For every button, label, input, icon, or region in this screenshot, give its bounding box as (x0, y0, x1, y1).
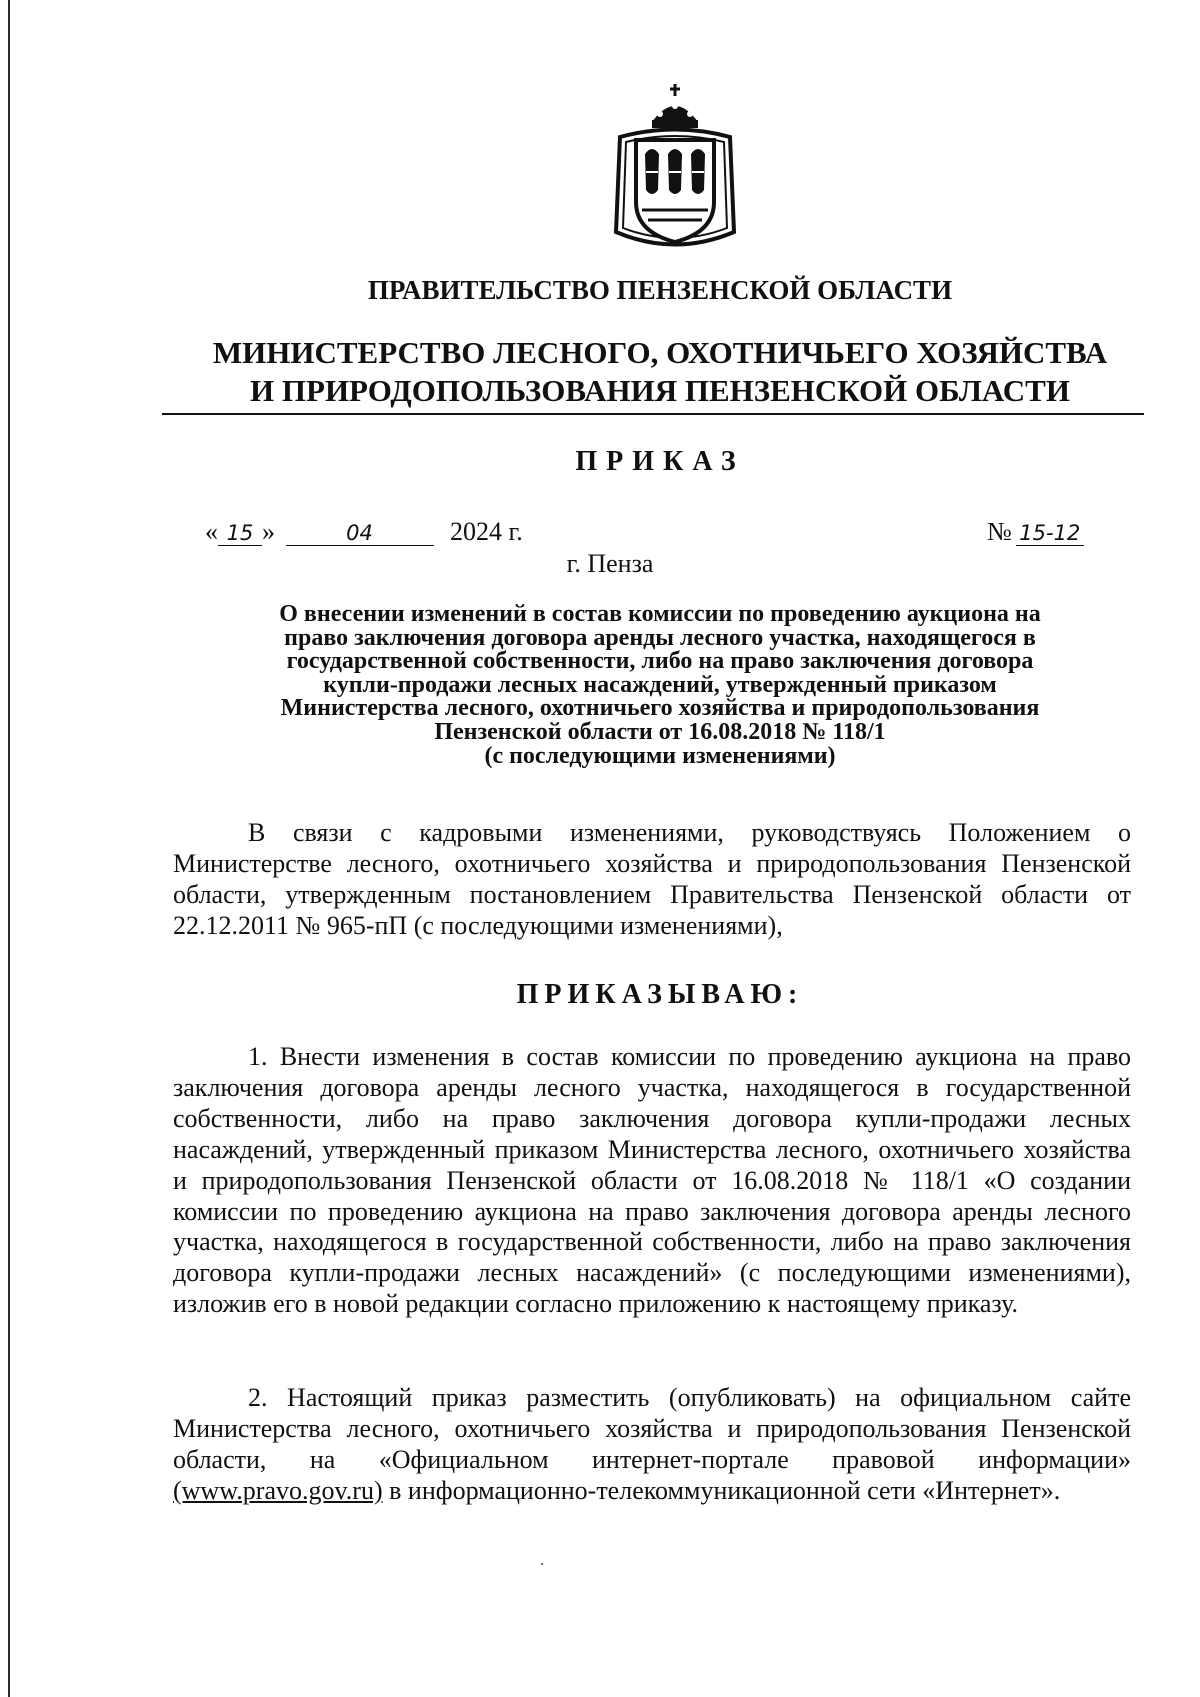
title-line: О внесении изменений в состав комиссии по проведению аукциона на (279, 601, 1041, 627)
item-1-paragraph: 1. Внести изменения в состав комиссии по проведению аукциона на право заключения договора аренды лесного участка, находящегося в государственной собственности, либо на право заключения договора купли-продажи лесных насаждений, утвержденный приказом Министерства лесного, охотничьего хозяйства и природопользования Пензенской области от 16.08.2018 № 118/1 «О создании комиссии по проведению аукциона на право заключения договора аренды лесного участка, находящегося в государственной собственности, либо на право заключения договора купли-продажи лесных насаждений» (с последующими изменениями), изложив его в новой редакции согласно приложению к настоящему приказу. (173, 1042, 1131, 1319)
item-2-text-end: в информационно-телекоммуникационной сети «Интернет». (382, 1475, 1061, 1505)
header-rule (162, 413, 1144, 415)
document-type-heading: ПРИКАЗ (575, 446, 745, 477)
ministry-heading-line-1: МИНИСТЕРСТВО ЛЕСНОГО, ОХОТНИЧЬЕГО ХОЗЯЙСТВА (212, 335, 1108, 370)
date-year: 2024 г. (450, 517, 523, 546)
document-date (205, 517, 523, 547)
title-line: Пензенской области от 16.08.2018 № 118/1 (434, 718, 886, 745)
date-day-handwritten: 15 (218, 521, 262, 546)
ministry-heading-line-2: И ПРИРОДОПОЛЬЗОВАНИЯ ПЕНЗЕНСКОЙ ОБЛАСТИ (250, 373, 1070, 408)
number-prefix: № (987, 517, 1012, 546)
scan-edge-line (8, 0, 10, 1697)
item-2-paragraph (173, 1383, 1131, 1507)
title-line: купли-продажи лесных насаждений, утвержденный приказом (323, 671, 997, 698)
date-quote-open: « (205, 517, 218, 546)
pravo-gov-link[interactable]: (www.pravo.gov.ru) (173, 1475, 383, 1505)
scan-dot (541, 1563, 543, 1565)
title-line: (с последующими изменениями) (484, 742, 836, 769)
title-line: право заключения договора аренды лесного участка, находящегося в (284, 624, 1036, 651)
city: г. Пенза (566, 549, 654, 578)
document-title (195, 603, 1125, 768)
title-line: Министерства лесного, охотничьего хозяйства и природопользования (280, 695, 1040, 722)
date-month-handwritten: 04 (286, 521, 434, 546)
item-2-text-start: 2. Настоящий приказ разместить (опубликовать) на официальном сайте Министерства лесного, охотничьего хозяйства и природопользования Пензенской области, на «Официальном интернет-портале правовой информации» (173, 1383, 1131, 1474)
number-handwritten: 15-12 (1016, 521, 1084, 546)
document-number (987, 517, 1084, 547)
coat-of-arms-icon (612, 82, 738, 257)
title-line: государственной собственности, либо на право заключения договора (286, 648, 1034, 675)
intro-paragraph: В связи с кадровыми изменениями, руководствуясь Положением о Министерстве лесного, охотничьего хозяйства и природопользования Пензенской области, утвержденным постановлением Правительства Пензенской области от 22.12.2011 № 965-пП (с последующими изменениями), (173, 818, 1131, 940)
government-heading: ПРАВИТЕЛЬСТВО ПЕНЗЕНСКОЙ ОБЛАСТИ (367, 275, 953, 305)
date-quote-close: » (262, 517, 275, 546)
order-heading: ПРИКАЗЫВАЮ: (516, 979, 804, 1010)
